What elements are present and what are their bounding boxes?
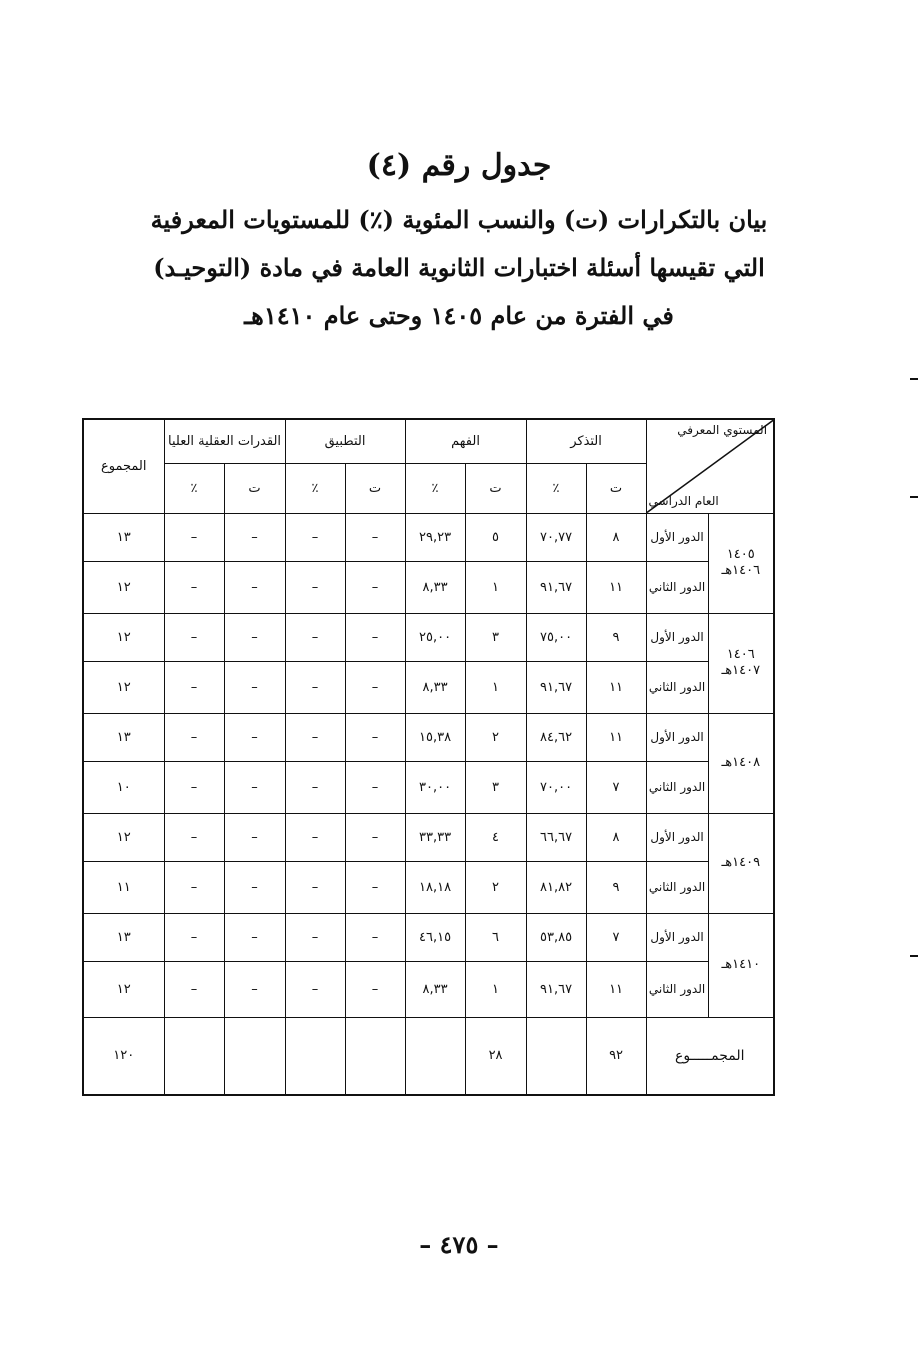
subheader-pct: ٪	[164, 463, 224, 513]
cell-h-p: –	[164, 961, 224, 1017]
cell-h-p: –	[164, 713, 224, 761]
subheader-pct: ٪	[405, 463, 465, 513]
grand-total: ١٢٠	[83, 1017, 164, 1095]
session-second: الدور الثاني	[646, 761, 708, 813]
cell-h-t: –	[224, 561, 285, 613]
cell-r-p: ٥٣,٨٥	[526, 913, 586, 961]
corner-label-level: المستوي المعرفي	[677, 423, 768, 437]
cell-r-t: ٩	[586, 613, 646, 661]
cell-a-t: –	[345, 913, 405, 961]
year-cell: ١٤٠٦ ١٤٠٧هـ	[708, 613, 774, 713]
cell-r-p: ٩١,٦٧	[526, 961, 586, 1017]
subtitle-line-2: التي تقيسها أسئلة اختبارات الثانوية العامة في مادة (التوحيـد)	[153, 253, 765, 282]
cell-r-t: ٧	[586, 913, 646, 961]
session-second: الدور الثاني	[646, 661, 708, 713]
cell-r-t: ٧	[586, 761, 646, 813]
subheader-pct: ٪	[526, 463, 586, 513]
cell-u-p: ٨,٣٣	[405, 661, 465, 713]
cell-r-p: ٩١,٦٧	[526, 561, 586, 613]
table-row	[83, 813, 774, 861]
cell-u-p: ٤٦,١٥	[405, 913, 465, 961]
subheader-pct: ٪	[285, 463, 345, 513]
cell-a-p: –	[285, 961, 345, 1017]
cell-h-p: –	[164, 861, 224, 913]
cell-r-t: ١١	[586, 661, 646, 713]
cell-a-p: –	[285, 761, 345, 813]
cell-a-t: –	[345, 613, 405, 661]
subheader-freq: ت	[345, 463, 405, 513]
cell-u-p: ١٥,٣٨	[405, 713, 465, 761]
cell-total: ١٢	[83, 961, 164, 1017]
cell-a-p: –	[285, 513, 345, 561]
cell-a-p: –	[285, 613, 345, 661]
cell-h-t: –	[224, 661, 285, 713]
cell-total: ١٢	[83, 561, 164, 613]
cell-u-p: ٣٣,٣٣	[405, 813, 465, 861]
total-row	[83, 1017, 774, 1095]
subheader-freq: ت	[586, 463, 646, 513]
empty-cell	[164, 1017, 224, 1095]
cell-a-p: –	[285, 861, 345, 913]
cell-total: ١٣	[83, 713, 164, 761]
cell-a-p: –	[285, 661, 345, 713]
cell-u-p: ٨,٣٣	[405, 961, 465, 1017]
cell-a-t: –	[345, 813, 405, 861]
year-cell: ١٤٠٨هـ	[708, 713, 774, 813]
empty-cell	[345, 1017, 405, 1095]
cell-a-t: –	[345, 561, 405, 613]
cell-u-t: ٢	[465, 861, 526, 913]
cell-u-p: ٢٥,٠٠	[405, 613, 465, 661]
empty-cell	[405, 1017, 465, 1095]
cell-r-p: ٧٠,٧٧	[526, 513, 586, 561]
cell-h-p: –	[164, 561, 224, 613]
year-cell: ١٤٠٥ ١٤٠٦هـ	[708, 513, 774, 613]
session-second: الدور الثاني	[646, 561, 708, 613]
session-first: الدور الأول	[646, 913, 708, 961]
header-understanding: الفهم	[405, 419, 526, 463]
cell-u-p: ٣٠,٠٠	[405, 761, 465, 813]
subtitle-line-3: في الفترة من عام ١٤٠٥ وحتى عام ١٤١٠هـ	[244, 301, 674, 330]
cell-h-p: –	[164, 661, 224, 713]
total-label: المجمـــــوع	[646, 1017, 774, 1095]
table-row	[83, 961, 774, 1017]
cell-total: ١٣	[83, 913, 164, 961]
header-recall: التذكر	[526, 419, 646, 463]
table-row	[83, 613, 774, 661]
page-number: – ٤٧٥ –	[419, 1230, 499, 1259]
cell-total: ١١	[83, 861, 164, 913]
table-row	[83, 561, 774, 613]
cell-r-p: ٦٦,٦٧	[526, 813, 586, 861]
cell-r-t: ٩	[586, 861, 646, 913]
cell-a-p: –	[285, 713, 345, 761]
cell-h-t: –	[224, 961, 285, 1017]
cell-a-t: –	[345, 513, 405, 561]
table-row	[83, 913, 774, 961]
subheader-freq: ت	[224, 463, 285, 513]
header-total: المجموع	[83, 419, 164, 513]
cell-total: ١٢	[83, 661, 164, 713]
cell-a-t: –	[345, 961, 405, 1017]
empty-cell	[224, 1017, 285, 1095]
cell-a-t: –	[345, 661, 405, 713]
cell-u-t: ٦	[465, 913, 526, 961]
cell-u-t: ٣	[465, 613, 526, 661]
year-cell: ١٤١٠هـ	[708, 913, 774, 1017]
cell-u-p: ٢٩,٢٣	[405, 513, 465, 561]
cell-h-p: –	[164, 513, 224, 561]
table-row	[83, 713, 774, 761]
cell-r-p: ٩١,٦٧	[526, 661, 586, 713]
cell-h-t: –	[224, 913, 285, 961]
cell-u-t: ١	[465, 961, 526, 1017]
session-second: الدور الثاني	[646, 961, 708, 1017]
total-understanding-freq: ٢٨	[465, 1017, 526, 1095]
cell-a-t: –	[345, 761, 405, 813]
header-higher-abilities: القدرات العقلية العليا	[164, 419, 285, 463]
cell-u-t: ٣	[465, 761, 526, 813]
cell-h-p: –	[164, 813, 224, 861]
cell-u-p: ١٨,١٨	[405, 861, 465, 913]
cell-h-t: –	[224, 761, 285, 813]
cell-h-t: –	[224, 713, 285, 761]
cell-h-t: –	[224, 861, 285, 913]
cell-r-t: ٨	[586, 813, 646, 861]
cell-r-p: ٧٥,٠٠	[526, 613, 586, 661]
table-title: جدول رقم (٤)	[366, 148, 552, 183]
cell-r-p: ٧٠,٠٠	[526, 761, 586, 813]
cell-h-p: –	[164, 913, 224, 961]
cell-h-t: –	[224, 813, 285, 861]
session-first: الدور الأول	[646, 513, 708, 561]
session-first: الدور الأول	[646, 713, 708, 761]
cell-total: ١٢	[83, 813, 164, 861]
frequency-table	[82, 418, 775, 1096]
cell-r-t: ١١	[586, 713, 646, 761]
table-row	[83, 861, 774, 913]
margin-mark	[910, 496, 918, 498]
cell-total: ١٢	[83, 613, 164, 661]
cell-total: ١٣	[83, 513, 164, 561]
cell-u-t: ٥	[465, 513, 526, 561]
corner-label-year: العام الدراسي	[648, 493, 719, 508]
cell-r-t: ٨	[586, 513, 646, 561]
table-row	[83, 661, 774, 713]
cell-h-p: –	[164, 761, 224, 813]
subheader-freq: ت	[465, 463, 526, 513]
cell-a-t: –	[345, 861, 405, 913]
total-recall-freq: ٩٢	[586, 1017, 646, 1095]
cell-a-t: –	[345, 713, 405, 761]
session-second: الدور الثاني	[646, 861, 708, 913]
cell-u-p: ٨,٣٣	[405, 561, 465, 613]
session-first: الدور الأول	[646, 813, 708, 861]
cell-u-t: ٢	[465, 713, 526, 761]
table-row	[83, 761, 774, 813]
cell-r-t: ١١	[586, 961, 646, 1017]
cell-h-t: –	[224, 613, 285, 661]
cell-r-p: ٨١,٨٢	[526, 861, 586, 913]
cell-a-p: –	[285, 813, 345, 861]
cell-h-t: –	[224, 513, 285, 561]
margin-mark	[910, 378, 918, 380]
cell-h-p: –	[164, 613, 224, 661]
subtitle-line-1: بيان بالتكرارات (ت) والنسب المئوية (٪) للمستويات المعرفية	[150, 205, 768, 234]
session-first: الدور الأول	[646, 613, 708, 661]
empty-cell	[285, 1017, 345, 1095]
cell-u-t: ٤	[465, 813, 526, 861]
year-cell: ١٤٠٩هـ	[708, 813, 774, 913]
table-corner-header	[646, 419, 774, 513]
empty-cell	[526, 1017, 586, 1095]
cell-a-p: –	[285, 561, 345, 613]
cell-r-t: ١١	[586, 561, 646, 613]
cell-total: ١٠	[83, 761, 164, 813]
cell-r-p: ٨٤,٦٢	[526, 713, 586, 761]
cell-u-t: ١	[465, 561, 526, 613]
table-row	[83, 513, 774, 561]
cell-u-t: ١	[465, 661, 526, 713]
cell-a-p: –	[285, 913, 345, 961]
margin-mark	[910, 955, 918, 957]
header-application: التطبيق	[285, 419, 405, 463]
